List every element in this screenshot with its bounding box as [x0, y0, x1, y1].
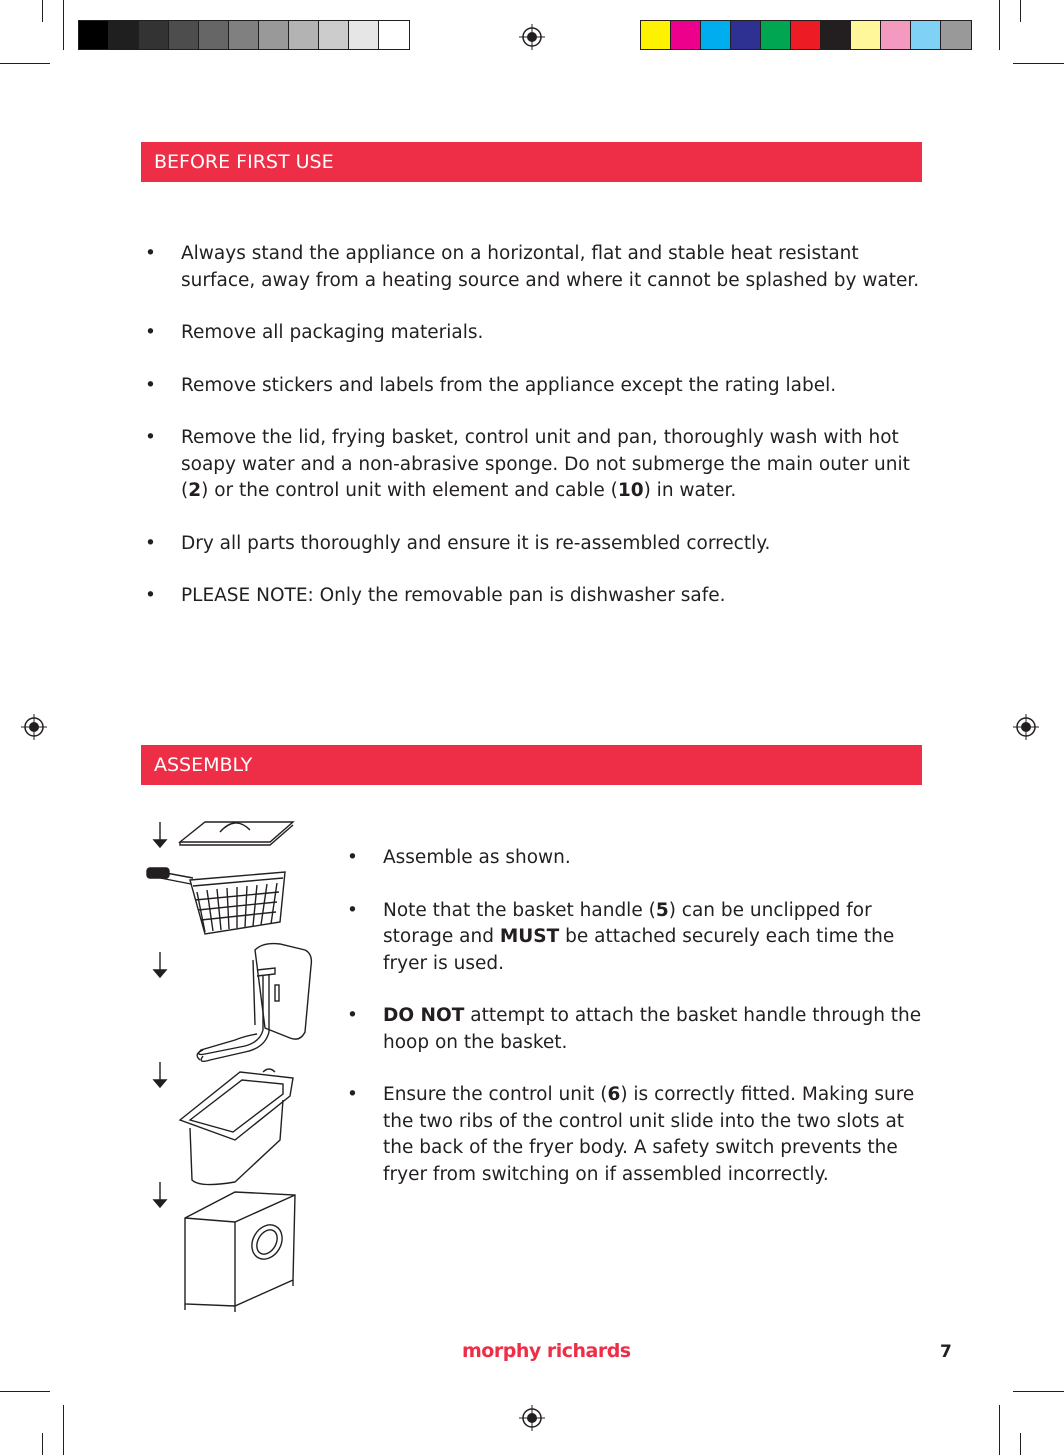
lid-icon — [180, 822, 293, 845]
bold-text: DO NOT — [383, 1005, 465, 1026]
bullet-icon: • — [145, 532, 156, 554]
text: Assemble as shown. — [383, 847, 571, 868]
color-swatch — [169, 21, 199, 49]
assembly-list — [347, 845, 928, 1214]
color-swatch — [731, 21, 761, 49]
instruction-item — [145, 320, 921, 347]
text: ) or the control unit with element and cable ( — [201, 480, 618, 501]
down-arrow-icon — [154, 952, 166, 977]
bullet-icon: • — [145, 243, 156, 264]
bullet-icon: • — [145, 374, 156, 396]
crop-mark — [1020, 1433, 1021, 1455]
text: Always stand the appliance on a horizontal, flat and stable heat resistant surface, away from a heating source and where it cannot be splashed by water. — [181, 243, 920, 291]
page-number: 7 — [940, 1342, 952, 1362]
text: ) in water. — [643, 480, 737, 501]
text: Ensure the control unit ( — [383, 1084, 608, 1105]
color-swatch — [701, 21, 731, 49]
color-swatch — [79, 21, 109, 49]
text: be attached securely each time the fryer is used. — [383, 926, 895, 974]
color-swatch — [349, 21, 379, 49]
instruction-item — [145, 531, 921, 558]
crop-mark — [0, 63, 50, 64]
assembly-item — [347, 845, 928, 872]
registration-mark-icon — [1013, 714, 1039, 740]
bullet-icon: • — [347, 1005, 358, 1026]
text: Remove the lid, frying basket, control unit and pan, thoroughly wash with hot soapy water and a non-abrasive sponge. Do not submerge the main outer unit ( — [181, 427, 910, 501]
down-arrow-icon — [154, 1062, 166, 1087]
text: Remove stickers and labels from the appliance except the rating label. — [181, 374, 837, 396]
instruction-item — [145, 425, 921, 505]
instruction-item — [145, 241, 921, 294]
color-swatch — [379, 21, 409, 49]
before-first-use-list — [145, 241, 921, 636]
color-swatch — [821, 21, 851, 49]
color-swatch — [109, 21, 139, 49]
color-swatch — [851, 21, 881, 49]
color-swatch — [941, 21, 971, 49]
bold-text: 5 — [655, 899, 669, 921]
text: Dry all parts thoroughly and ensure it is re-assembled correctly. — [181, 532, 771, 554]
instruction-item — [145, 373, 921, 400]
registration-mark-icon — [519, 1405, 545, 1431]
crop-mark — [999, 0, 1000, 50]
frying-basket-icon — [147, 868, 285, 934]
registration-mark-icon — [519, 24, 545, 50]
down-arrow-icon — [154, 1182, 166, 1207]
text: ) is correctly fitted. Making sure the two ribs of the control unit slide into the two slots at the back of the fryer body. A safety switch prevents the fryer from switching on if assembled incorrectly. — [383, 1084, 915, 1185]
color-swatch — [199, 21, 229, 49]
text: Remove all packaging materials. — [181, 322, 484, 343]
crop-mark — [1020, 0, 1021, 22]
registration-mark-icon — [21, 714, 47, 740]
brand-logo: morphy richards — [462, 1340, 631, 1362]
bold-text: 2 — [188, 480, 202, 501]
color-calibration-bar — [640, 20, 972, 50]
color-swatch — [641, 21, 671, 49]
color-swatch — [229, 21, 259, 49]
text: attempt to attach the basket handle through the hoop on the basket. — [383, 1005, 922, 1053]
assembly-item — [347, 1082, 928, 1188]
bold-text: 10 — [617, 480, 644, 501]
text: PLEASE NOTE: Only the removable pan is dishwasher safe. — [181, 585, 726, 606]
assembly-heading: ASSEMBLY — [141, 745, 922, 785]
control-unit-icon — [197, 944, 311, 1062]
down-arrow-icon — [154, 822, 166, 847]
crop-mark — [0, 1391, 50, 1392]
color-swatch — [911, 21, 941, 49]
color-swatch — [881, 21, 911, 49]
bullet-icon: • — [145, 322, 156, 343]
crop-mark — [999, 1405, 1000, 1455]
text: ) can be unclipped for storage and — [383, 899, 872, 947]
removable-pan-icon — [180, 1069, 293, 1185]
color-swatch — [139, 21, 169, 49]
outer-body-icon — [185, 1192, 295, 1312]
assembly-illustration — [145, 810, 315, 1315]
assembly-item — [347, 898, 928, 978]
color-swatch — [761, 21, 791, 49]
color-swatch — [671, 21, 701, 49]
crop-mark — [63, 0, 64, 50]
color-swatch — [791, 21, 821, 49]
color-swatch — [319, 21, 349, 49]
color-swatch — [259, 21, 289, 49]
bullet-icon: • — [145, 427, 156, 448]
text: Note that the basket handle ( — [383, 899, 656, 921]
assembly-item — [347, 1003, 928, 1056]
crop-mark — [42, 1433, 43, 1455]
crop-mark — [42, 0, 43, 22]
bullet-icon: • — [347, 1084, 358, 1105]
before-first-use-heading: BEFORE FIRST USE — [141, 142, 922, 182]
bullet-icon: • — [347, 847, 358, 868]
color-swatch — [289, 21, 319, 49]
grayscale-calibration-bar — [78, 20, 410, 50]
crop-mark — [1013, 63, 1064, 64]
bold-text: 6 — [607, 1084, 621, 1105]
bullet-icon: • — [145, 585, 156, 606]
instruction-item — [145, 583, 921, 610]
bold-text: MUST — [499, 926, 560, 947]
crop-mark — [63, 1405, 64, 1455]
crop-mark — [1013, 1391, 1064, 1392]
bullet-icon: • — [347, 899, 358, 921]
